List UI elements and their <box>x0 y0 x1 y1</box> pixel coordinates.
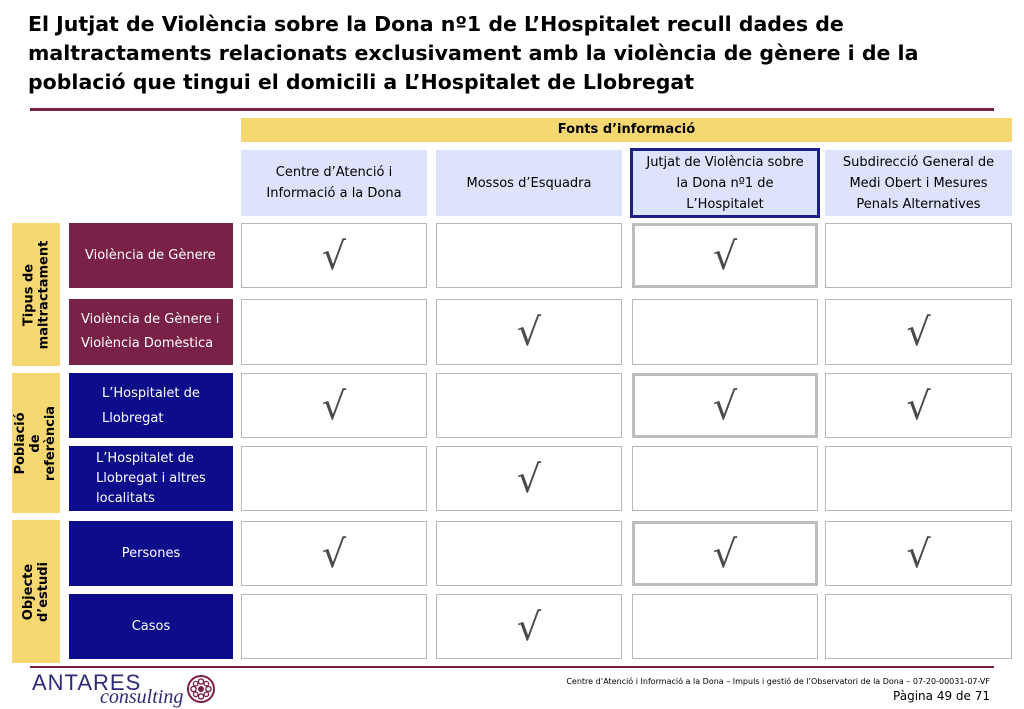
sources-header: Fonts d’informació <box>241 118 1012 142</box>
matrix-cell <box>241 223 427 288</box>
row-label-text: L’Hospitalet de Llobregat <box>102 385 200 426</box>
matrix-cell <box>241 594 427 659</box>
footer-text: Centre d’Atenció i Informació a la Dona – Impuls i gestió de l’Observatori de la Dona – 07-20-00031-07-VF <box>566 677 990 686</box>
matrix-cell <box>436 594 622 659</box>
matrix-cell <box>825 521 1012 586</box>
flower-logo-icon <box>186 674 216 704</box>
column-header-jutjat <box>630 148 820 218</box>
matrix-cell <box>241 299 427 365</box>
matrix-cell <box>825 223 1012 288</box>
matrix-cell <box>436 223 622 288</box>
logo-name: ANTARES <box>32 670 142 695</box>
group-label-text: Tipus de maltractament <box>21 240 52 349</box>
matrix-cell <box>632 299 818 365</box>
row-label-text: Violència de Gènere <box>85 248 216 263</box>
matrix-cell <box>436 521 622 586</box>
check-mark-icon: √ <box>321 531 347 576</box>
row-label-text: L’Hospitalet de Llobregat i altres localitats <box>96 450 206 506</box>
check-mark-icon: √ <box>321 383 347 428</box>
row-label-persones <box>69 521 233 586</box>
matrix-cell <box>825 299 1012 365</box>
page-title: El Jutjat de Violència sobre la Dona nº1 de L’Hospitalet recull dades de maltractaments relacionats exclusivament amb la violència de gènere i de la població que tingui el domicili a L’Hospitalet de Llobregat <box>28 12 919 94</box>
group-label-text: Població de referència <box>13 405 59 481</box>
matrix-cell <box>632 594 818 659</box>
row-label-hospitalet <box>69 373 233 438</box>
matrix-cell <box>632 223 818 288</box>
page-number: Pàgina 49 de 71 <box>893 689 990 703</box>
row-label-text: Violència de Gènere i Violència Domèstica <box>81 312 220 351</box>
group-label-poblacio <box>12 373 60 513</box>
matrix-cell <box>241 373 427 438</box>
row-label-hospitalet-altres <box>69 446 233 511</box>
column-header-subdireccio <box>825 150 1012 216</box>
check-mark-icon: √ <box>712 233 738 278</box>
matrix-cell <box>241 446 427 511</box>
check-mark-icon: √ <box>712 383 738 428</box>
column-header-centre <box>241 150 427 216</box>
group-label-text: Objecte d’estudi <box>21 561 51 622</box>
matrix-cell <box>825 446 1012 511</box>
matrix-cell <box>632 521 818 586</box>
column-header-label: Mossos d’Esquadra <box>466 175 592 191</box>
column-header-mossos <box>436 150 622 216</box>
title-divider <box>30 108 994 111</box>
matrix-cell <box>436 446 622 511</box>
matrix-cell <box>632 446 818 511</box>
check-mark-icon: √ <box>906 383 931 428</box>
logo-sub: consulting <box>100 686 184 708</box>
column-header-label: Subdirecció General de Medi Obert i Mesures Penals Alternatives <box>842 154 995 212</box>
matrix-cell <box>436 299 622 365</box>
row-label-text: Persones <box>121 546 181 561</box>
matrix-cell <box>825 373 1012 438</box>
check-mark-icon: √ <box>516 310 542 354</box>
matrix-cell <box>241 521 427 586</box>
row-label-text: Casos <box>131 619 171 634</box>
group-label-tipus <box>12 223 60 366</box>
footer-divider <box>30 666 994 668</box>
group-label-objecte <box>12 520 60 663</box>
matrix-cell <box>825 594 1012 659</box>
row-label-violencia-domestica <box>69 299 233 365</box>
column-header-label: Centre d’Atenció i Informació a la Dona <box>266 165 402 201</box>
column-header-label: Jutjat de Violència sobre la Dona nº1 de L’Hospitalet <box>646 154 804 212</box>
check-mark-icon: √ <box>321 233 347 278</box>
check-mark-icon: √ <box>516 604 542 649</box>
row-label-violencia-genere <box>69 223 233 288</box>
check-mark-icon: √ <box>906 310 931 354</box>
check-mark-icon: √ <box>712 531 738 576</box>
check-mark-icon: √ <box>516 456 542 501</box>
row-label-casos <box>69 594 233 659</box>
check-mark-icon: √ <box>906 531 931 576</box>
matrix-cell <box>436 373 622 438</box>
matrix-cell <box>632 373 818 438</box>
